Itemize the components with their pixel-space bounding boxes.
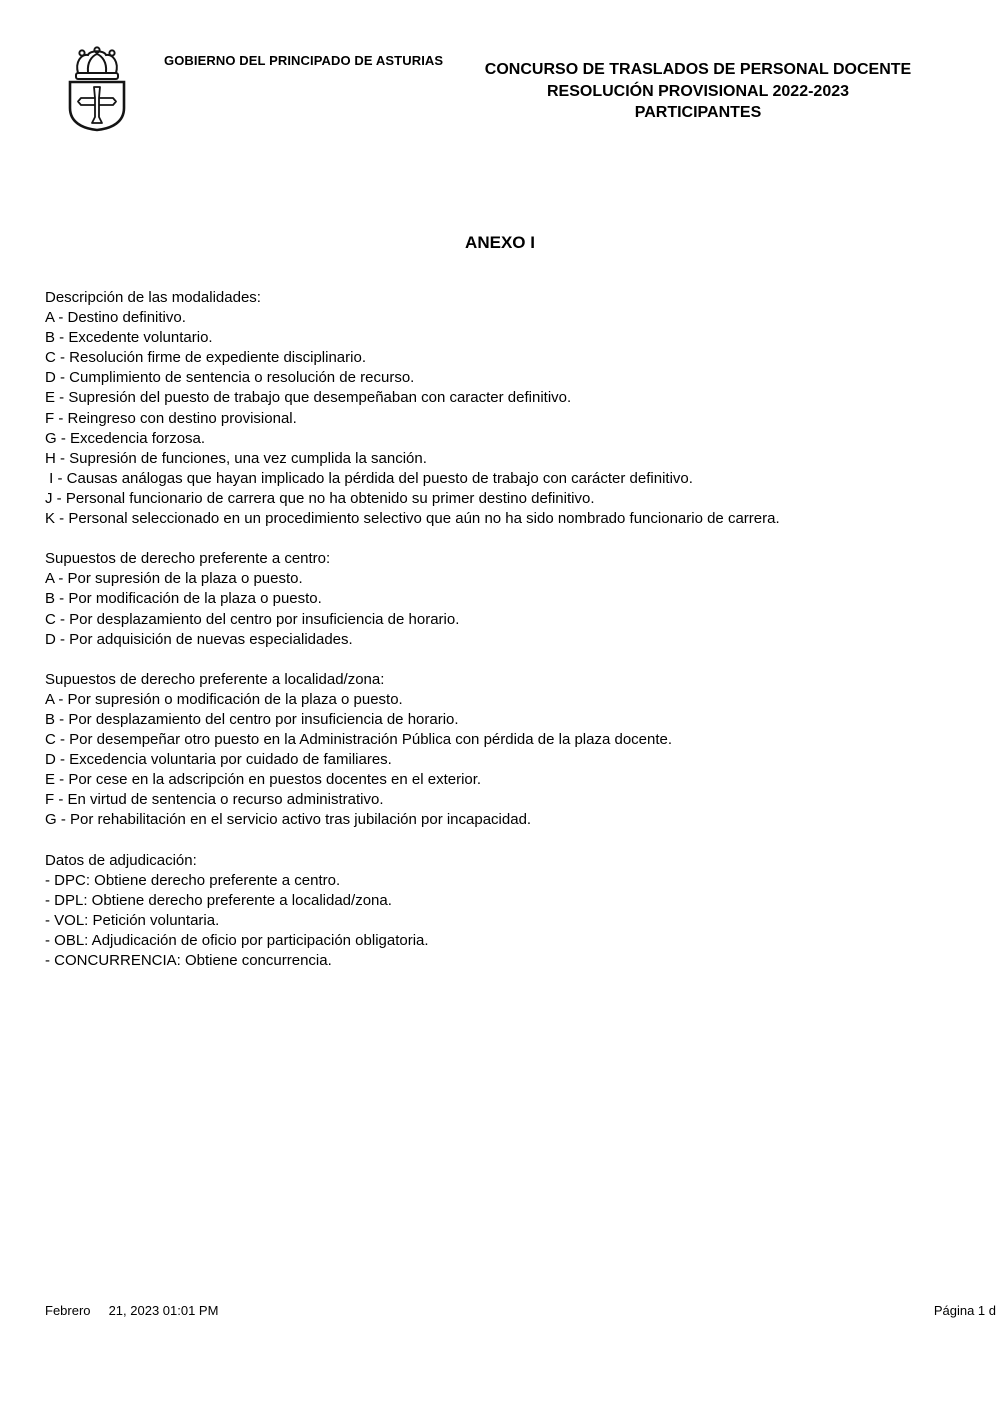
list-item: E - Supresión del puesto de trabajo que desempeñaban con caracter definitivo.	[45, 389, 572, 407]
document-body	[45, 288, 960, 971]
section-modalidades	[45, 288, 960, 529]
list-item: D - Por adquisición de nuevas especialidades.	[45, 630, 353, 648]
section-datos-adjudicacion	[45, 851, 960, 972]
section-title: Descripción de las modalidades:	[45, 289, 261, 306]
list-item: D - Cumplimiento de sentencia o resolución de recurso.	[45, 369, 415, 387]
doc-title-line-2: RESOLUCIÓN PROVISIONAL 2022-2023	[546, 82, 850, 100]
footer-date: Febrero 21, 2023 01:01 PM	[45, 1303, 219, 1318]
section-title: Supuestos de derecho preferente a centro:	[45, 550, 331, 568]
doc-title-line-1: CONCURSO DE TRASLADOS DE PERSONAL DOCENTE	[484, 61, 912, 78]
list-item: C - Por desplazamiento del centro por insuficiencia de horario.	[45, 610, 460, 628]
list-item: J - Personal funcionario de carrera que no ha obtenido su primer destino definitivo.	[45, 489, 595, 507]
list-item: K - Personal seleccionado en un procedimiento selectivo que aún no ha sido nombrado funcionario de carrera.	[45, 510, 780, 528]
list-item: I - Causas análogas que hayan implicado la pérdida del puesto de trabajo con carácter definitivo.	[45, 469, 693, 487]
list-item: - CONCURRENCIA: Obtiene concurrencia.	[45, 952, 332, 970]
section-preferente-centro	[45, 549, 960, 649]
list-item: B - Por modificación de la plaza o puesto.	[45, 590, 322, 608]
list-item: F - Reingreso con destino provisional.	[45, 409, 297, 427]
list-item: - VOL: Petición voluntaria.	[45, 911, 220, 929]
doc-title	[450, 59, 946, 124]
list-item: - DPL: Obtiene derecho preferente a localidad/zona.	[45, 891, 392, 909]
footer-page-number: Página 1 d	[933, 1303, 996, 1318]
org-name: GOBIERNO DEL PRINCIPADO DE ASTURIAS	[164, 53, 444, 68]
annex-heading: ANEXO I	[465, 233, 535, 252]
section-preferente-localidad	[45, 670, 960, 831]
list-item: E - Por cese en la adscripción en puestos docentes en el exterior.	[45, 771, 482, 789]
asturias-coat-of-arms-icon	[61, 46, 133, 132]
list-item: D - Excedencia voluntaria por cuidado de familiares.	[45, 751, 392, 769]
section-title: Datos de adjudicación:	[45, 851, 197, 869]
list-item: - OBL: Adjudicación de oficio por participación obligatoria.	[45, 932, 429, 949]
list-item: G - Excedencia forzosa.	[45, 429, 206, 447]
list-item: H - Supresión de funciones, una vez cumplida la sanción.	[45, 449, 427, 467]
list-item: C - Resolución firme de expediente disciplinario.	[45, 349, 366, 367]
list-item: - DPC: Obtiene derecho preferente a centro.	[45, 871, 341, 889]
section-title: Supuestos de derecho preferente a localidad/zona:	[45, 670, 385, 688]
list-item: G - Por rehabilitación en el servicio activo tras jubilación por incapacidad.	[45, 811, 532, 829]
list-item: F - En virtud de sentencia o recurso administrativo.	[45, 791, 384, 809]
list-item: A - Por supresión de la plaza o puesto.	[45, 570, 303, 588]
list-item: C - Por desempeñar otro puesto en la Administración Pública con pérdida de la plaza docente.	[45, 731, 673, 749]
doc-title-line-3: PARTICIPANTES	[634, 104, 762, 121]
list-item: B - Por desplazamiento del centro por insuficiencia de horario.	[45, 710, 459, 728]
list-item: B - Excedente voluntario.	[45, 329, 213, 347]
list-item: A - Destino definitivo.	[45, 309, 186, 327]
list-item: A - Por supresión o modificación de la plaza o puesto.	[45, 690, 403, 708]
